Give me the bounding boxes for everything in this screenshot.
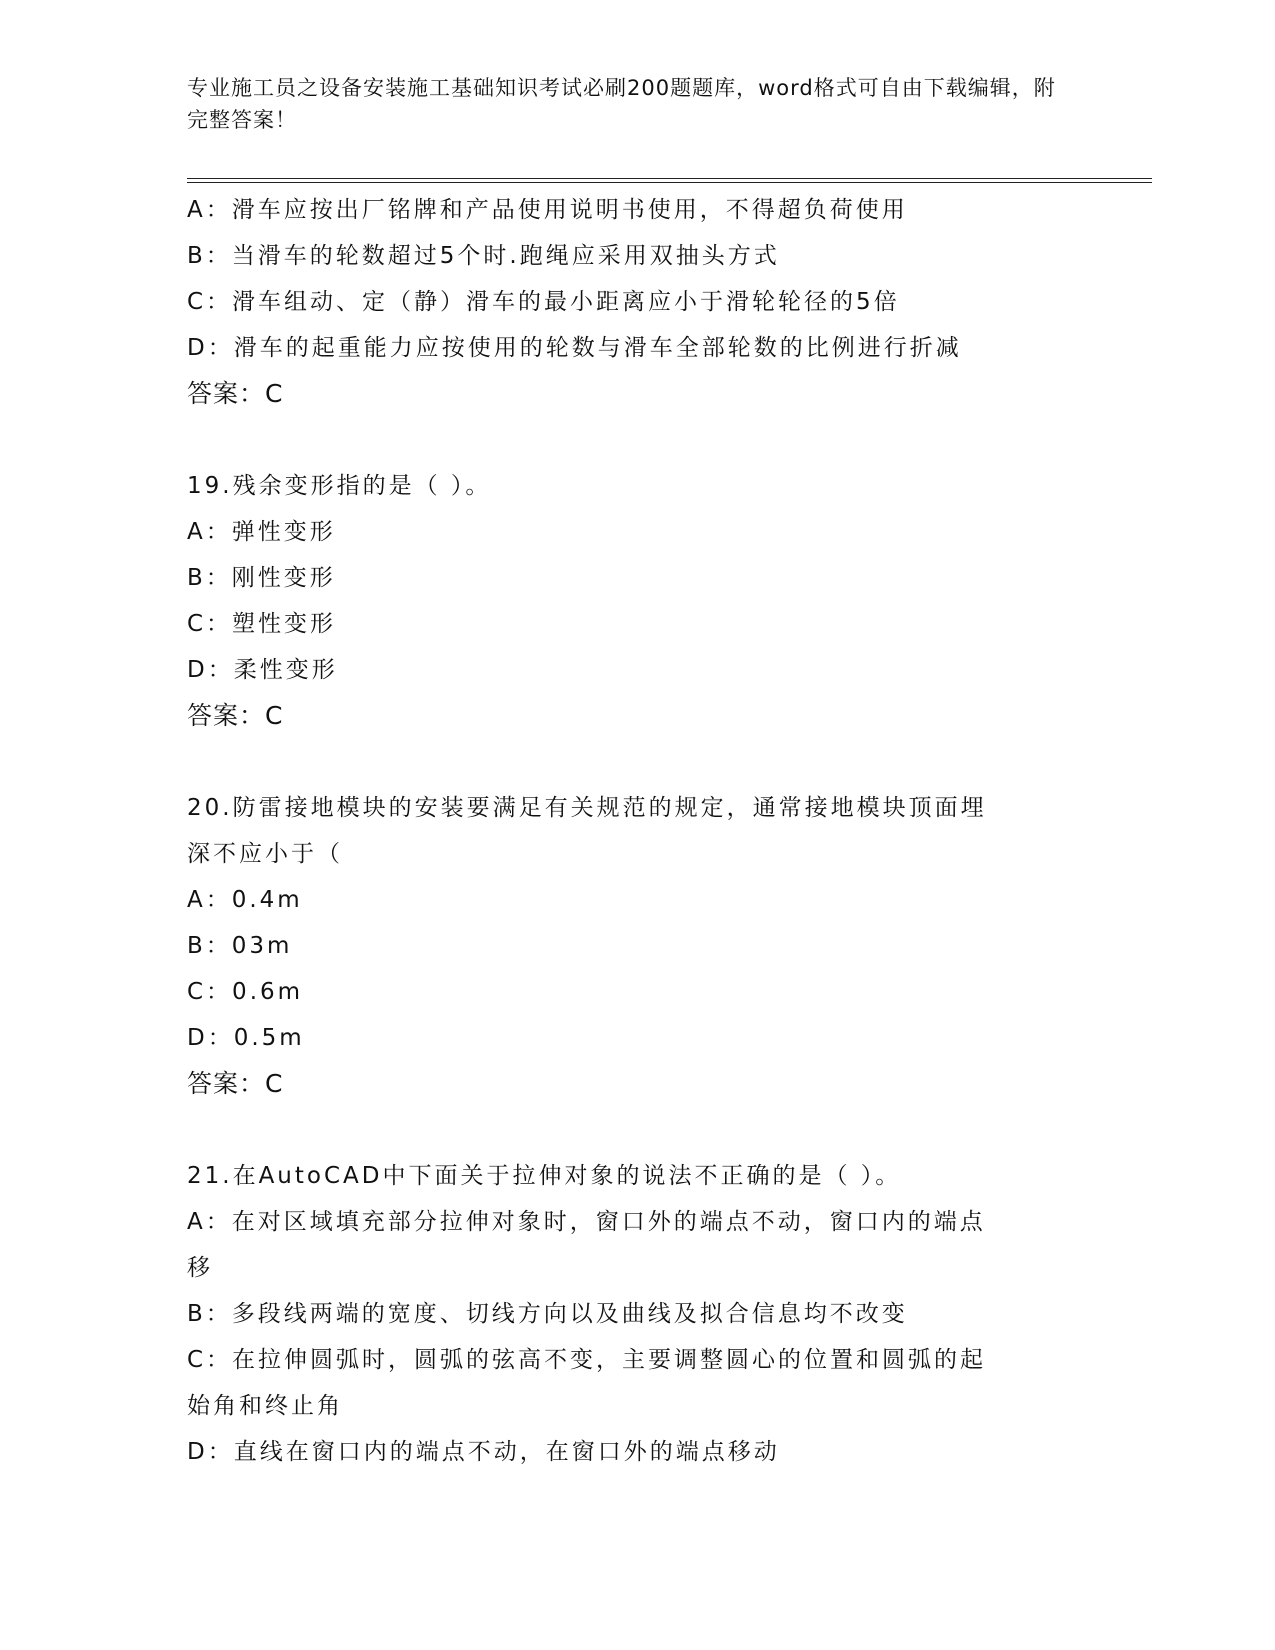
option-c-line-2: 始角和终止角 xyxy=(187,1393,343,1419)
option-a: A：0.4m xyxy=(187,887,303,913)
question-text-line-2: 深不应小于（ xyxy=(187,841,343,867)
option-b: B：当滑车的轮数超过5个时.跑绳应采用双抽头方式 xyxy=(187,243,780,269)
option-d: D：滑车的起重能力应按使用的轮数与滑车全部轮数的比例进行折减 xyxy=(187,335,962,361)
option-c-line-1: C：在拉伸圆弧时，圆弧的弦高不变，主要调整圆心的位置和圆弧的起 xyxy=(187,1347,987,1373)
option-b: B：03m xyxy=(187,933,293,959)
question-text: 21.在AutoCAD中下面关于拉伸对象的说法不正确的是（ ）。 xyxy=(187,1163,902,1189)
question-19 xyxy=(187,463,1087,739)
document-header xyxy=(187,72,1067,136)
option-c: C：塑性变形 xyxy=(187,611,337,637)
question-text: 19.残余变形指的是（ ）。 xyxy=(187,473,492,499)
header-divider-bottom xyxy=(187,182,1152,183)
option-c: C：0.6m xyxy=(187,979,304,1005)
option-a: A：滑车应按出厂铭牌和产品使用说明书使用，不得超负荷使用 xyxy=(187,197,908,223)
option-d: D：直线在窗口内的端点不动，在窗口外的端点移动 xyxy=(187,1439,780,1465)
spacer xyxy=(187,739,1087,785)
option-b: B：刚性变形 xyxy=(187,565,336,591)
header-title: 专业施工员之设备安装施工基础知识考试必刷200题题库，word格式可自由下载编辑，附完整答案！ xyxy=(187,76,1056,132)
question-21 xyxy=(187,1153,1087,1475)
option-a: A：弹性变形 xyxy=(187,519,336,545)
question-18 xyxy=(187,187,1087,417)
option-d: D：0.5m xyxy=(187,1025,305,1051)
spacer xyxy=(187,417,1087,463)
question-20 xyxy=(187,785,1087,1107)
question-text-line-1: 20.防雷接地模块的安装要满足有关规范的规定，通常接地模块顶面埋 xyxy=(187,795,987,821)
answer-line: 答案：C xyxy=(187,701,284,730)
spacer xyxy=(187,1107,1087,1153)
option-d: D：柔性变形 xyxy=(187,657,338,683)
option-a-line-2: 移 xyxy=(187,1255,213,1281)
header-divider-top xyxy=(187,178,1152,179)
answer-line: 答案：C xyxy=(187,1069,284,1098)
option-b: B：多段线两端的宽度、切线方向以及曲线及拟合信息均不改变 xyxy=(187,1301,908,1327)
question-list xyxy=(187,187,1087,1475)
answer-line: 答案：C xyxy=(187,379,284,408)
option-a-line-1: A：在对区域填充部分拉伸对象时，窗口外的端点不动，窗口内的端点 xyxy=(187,1209,986,1235)
option-c: C：滑车组动、定（静）滑车的最小距离应小于滑轮轮径的5倍 xyxy=(187,289,900,315)
